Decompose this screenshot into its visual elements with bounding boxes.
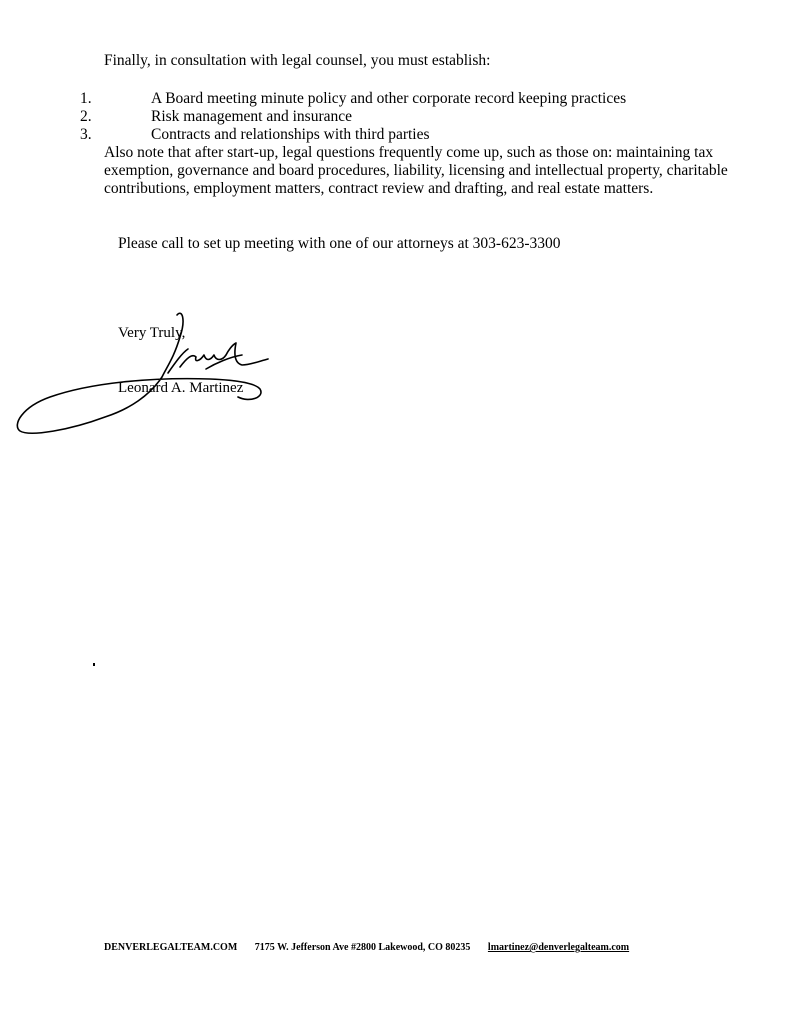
- list-number: 1.: [80, 90, 92, 107]
- closing-salutation: Very Truly,: [118, 325, 186, 341]
- list-text: A Board meeting minute policy and other corporate record keeping practices: [151, 90, 627, 107]
- list-number: 2.: [80, 108, 92, 125]
- intro-text: Finally, in consultation with legal counsel, you must establish:: [104, 52, 491, 69]
- legal-questions-note: Also note that after start-up, legal questions frequently come up, such as those on: maintaining tax exemption, governance and board procedures, liability, licensing and intellectual property, charitable contributions, employment matters, contract review and drafting, and real estate matters.: [104, 144, 728, 197]
- list-text: Contracts and relationships with third parties: [151, 126, 430, 143]
- signer-name: Leonard A. Martinez: [118, 380, 244, 396]
- footer-email-link[interactable]: lmartinez@denverlegalteam.com: [487, 942, 630, 953]
- stray-mark: [93, 663, 95, 666]
- footer-address: 7175 W. Jefferson Ave #2800 Lakewood, CO 80235: [254, 942, 471, 953]
- letterhead-footer: [104, 942, 629, 953]
- footer-website[interactable]: DENVERLEGALTEAM.COM: [104, 942, 238, 953]
- call-to-action: Please call to set up meeting with one of our attorneys at 303-623-3300: [118, 235, 561, 252]
- handwritten-signature: [10, 305, 275, 440]
- list-number: 3.: [80, 126, 92, 143]
- list-text: Risk management and insurance: [151, 108, 353, 125]
